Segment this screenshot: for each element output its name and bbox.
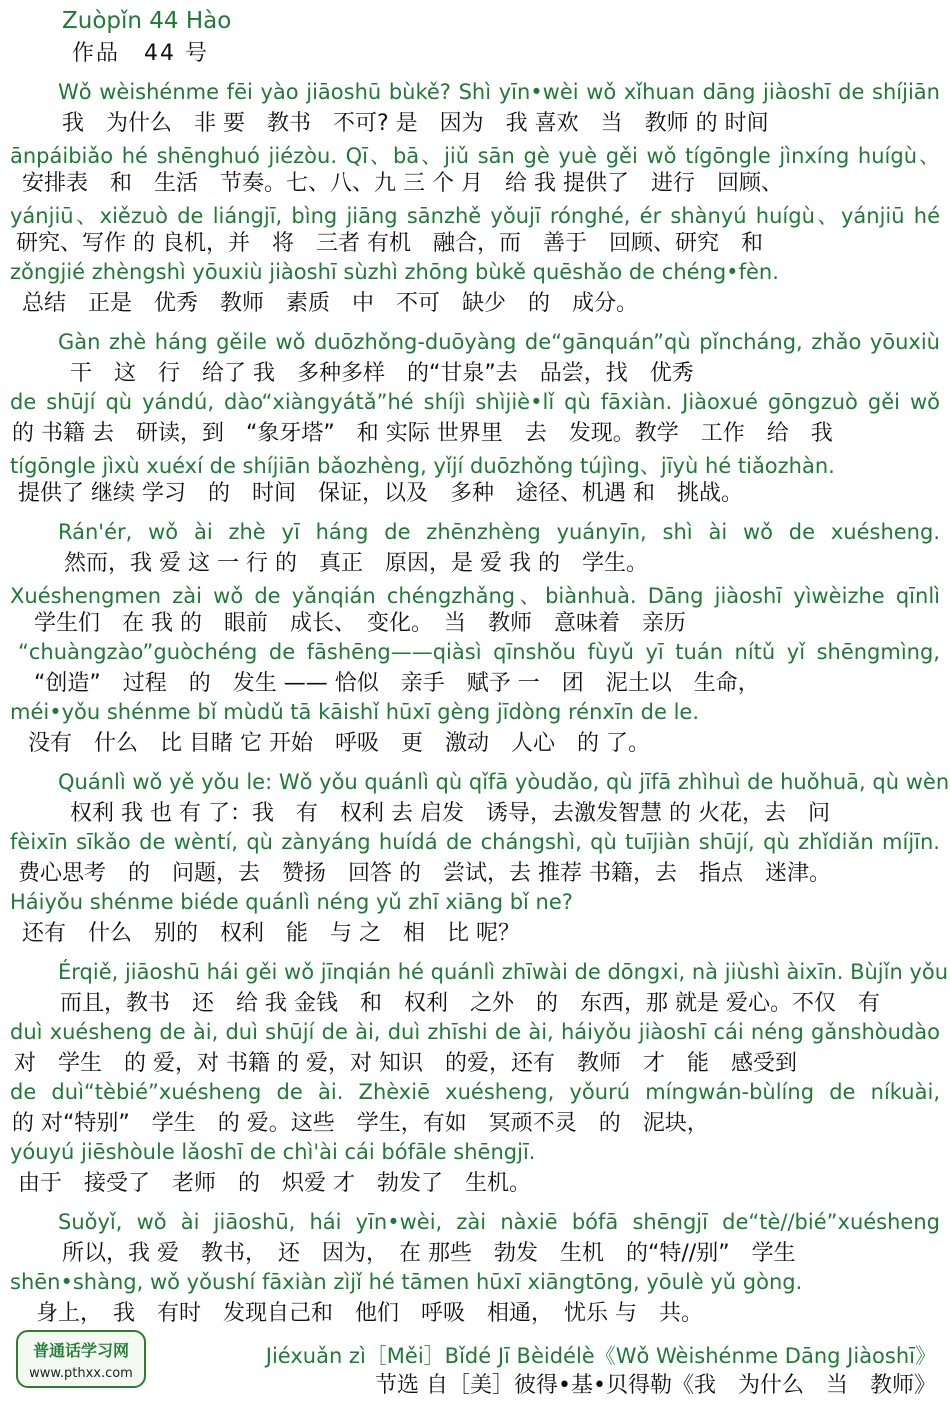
- pinyin-line: de duì“tèbié”xuésheng de ài. Zhèxiē xuésheng, yǒurú míngwán-bùlíng de níkuài,: [10, 1080, 940, 1104]
- pinyin-line: Quánlì wǒ yě yǒu le: Wǒ yǒu quánlì qù qǐfā yòudǎo, qù jīfā zhìhuì de huǒhuā, qù wèn: [58, 770, 950, 794]
- hanzi-line: 费心思考 的 问题，去 赞扬 回答 的 尝试，去 推荐 书籍，去 指点 迷津。: [18, 861, 831, 886]
- pinyin-line: tígōngle jìxù xuéxí de shíjiān bǎozhèng, yǐjí duōzhǒng tújìng、jīyù hé tiǎozhàn.: [10, 454, 835, 478]
- hanzi-line: 总结 正是 优秀 教师 素质 中 不可 缺少 的 成分。: [22, 291, 639, 316]
- hanzi-line: 所以，我 爱 教书， 还 因为， 在 那些 勃发 生机 的“特//别” 学生: [62, 1241, 796, 1266]
- pinyin-line: Wǒ wèishénme fēi yào jiāoshū bùkě? Shì yīn•wèi wǒ xǐhuan dāng jiàoshī de shíjiān: [58, 80, 940, 104]
- hanzi-line: 身上， 我 有时 发现自己和 他们 呼吸 相通， 忧乐 与 共。: [36, 1301, 703, 1326]
- hanzi-line: 干 这 行 给了 我 多种多样 的“甘泉”去 品尝，找 优秀: [70, 361, 694, 386]
- hanzi-line: 没有 什么 比 目睹 它 开始 呼吸 更 激动 人心 的 了。: [28, 731, 650, 756]
- pinyin-line: Érqiě, jiāoshū hái gěi wǒ jīnqián hé quánlì zhīwài de dōngxi, nà jiùshì àixīn. Bùjǐn yǒu: [58, 960, 949, 984]
- site-logo[interactable]: [16, 1330, 146, 1388]
- hanzi-line: 而且，教书 还 给 我 金钱 和 权利 之外 的 东西，那 就是 爱心。不仅 有: [60, 991, 880, 1016]
- pinyin-line: Suǒyǐ, wǒ ài jiāoshū, hái yīn•wèi, zài nàxiē bófā shēngjī de“tè//bié”xuésheng: [58, 1210, 940, 1234]
- pinyin-line: ānpáibiǎo hé shēnghuó jiézòu. Qī、bā、jiǔ sān gè yuè gěi wǒ tígōngle jìnxíng huígù、: [10, 144, 940, 168]
- source-pinyin: Jiéxuǎn zì［Měi］Bǐdé Jī Bèidélè《Wǒ Wèishénme Dāng Jiàoshī》: [265, 1344, 936, 1368]
- source-hanzi: 节选 自［美］彼得•基•贝得勒《我 为什么 当 教师》: [375, 1373, 936, 1398]
- hanzi-line: 的 对“特别” 学生 的 爱。这些 学生，有如 冥顽不灵 的 泥块，: [12, 1111, 709, 1136]
- pinyin-line: shēn•shàng, wǒ yǒushí fāxiàn zìjǐ hé tāmen hūxī xiāngtōng, yōulè yǔ gòng.: [10, 1270, 803, 1294]
- hanzi-line: 对 学生 的 爱，对 书籍 的 爱，对 知识 的爱，还有 教师 才 能 感受到: [14, 1051, 797, 1076]
- pinyin-line: fèixīn sīkǎo de wèntí, qù zànyáng huídá de chángshì, qù tuījiàn shūjí, qù zhǐdiǎn míjīn.: [10, 830, 940, 854]
- hanzi-line: 安排表 和 生活 节奏。七、八、九 三 个 月 给 我 提供了 进行 回顾、: [22, 171, 783, 196]
- hanzi-line: 我 为什么 非 要 教书 不可? 是 因为 我 喜欢 当 教师 的 时间: [62, 111, 769, 136]
- title-pinyin: Zuòpǐn 44 Hào: [62, 8, 232, 34]
- hanzi-line: 权利 我 也 有 了：我 有 权利 去 启发 诱导，去激发智慧 的 火花，去 问: [70, 801, 830, 826]
- hanzi-line: 研究、写作 的 良机，并 将 三者 有机 融合，而 善于 回顾、研究 和: [16, 231, 763, 256]
- pinyin-line: Gàn zhè háng gěile wǒ duōzhǒng-duōyàng de“gānquán”qù pǐncháng, zhǎo yōuxiù: [58, 330, 940, 354]
- pinyin-line: Háiyǒu shénme biéde quánlì néng yǔ zhī xiāng bǐ ne?: [10, 890, 573, 914]
- hanzi-line: 的 书籍 去 研读，到 “象牙塔” 和 实际 世界里 去 发现。教学 工作 给 我: [12, 421, 833, 446]
- pinyin-line: yóuyú jiēshòule lǎoshī de chì'ài cái bófāle shēngjī.: [10, 1140, 536, 1164]
- hanzi-line: “创造” 过程 的 发生 —— 恰似 亲手 赋予 一 团 泥土以 生命，: [34, 671, 760, 696]
- pinyin-line: de shūjí qù yándú, dào“xiàngyátǎ”hé shíjì shìjiè•lǐ qù fāxiàn. Jiàoxué gōngzuò gěi wǒ: [10, 390, 940, 414]
- pinyin-line: “chuàngzào”guòchéng de fāshēng——qiàsì qīnshǒu fùyǔ yī tuán nítǔ yǐ shēngmìng,: [18, 640, 940, 664]
- hanzi-line: 提供了 继续 学习 的 时间 保证，以及 多种 途径、机遇 和 挑战。: [18, 481, 743, 506]
- pinyin-line: zǒngjié zhèngshì yōuxiù jiàoshī sùzhì zhōng bùkě quēshǎo de chéng•fèn.: [10, 260, 779, 284]
- hanzi-line: 还有 什么 别的 权利 能 与 之 相 比 呢？: [22, 921, 520, 946]
- hanzi-line: 然而，我 爱 这 一 行 的 真正 原因，是 爱 我 的 学生。: [64, 551, 648, 576]
- logo-name: 普通话学习网: [32, 1341, 129, 1360]
- pinyin-line: Xuéshengmen zài wǒ de yǎnqián chéngzhǎng、biànhuà. Dāng jiàoshī yìwèizhe qīnlì: [10, 584, 940, 608]
- pinyin-line: yánjiū、xiězuò de liángjī, bìng jiāng sānzhě yǒujī rónghé, ér shànyú huígù、yánjiū hé: [10, 204, 940, 228]
- pinyin-line: duì xuésheng de ài, duì shūjí de ài, duì zhīshi de ài, háiyǒu jiàoshī cái néng gǎnshòudào: [10, 1020, 940, 1044]
- hanzi-line: 由于 接受了 老师 的 炽爱 才 勃发了 生机。: [18, 1171, 531, 1196]
- logo-url: www.pthxx.com: [29, 1366, 133, 1381]
- pinyin-line: méi•yǒu shénme bǐ mùdǔ tā kāishǐ hūxī gèng jīdòng rénxīn de le.: [10, 700, 700, 724]
- title-hanzi: 作品 44 号: [72, 41, 209, 66]
- pinyin-line: Rán'ér, wǒ ài zhè yī háng de zhēnzhèng yuányīn, shì ài wǒ de xuésheng.: [58, 520, 940, 544]
- hanzi-line: 学生们 在 我 的 眼前 成长、 变化。 当 教师 意味着 亲历: [34, 611, 686, 636]
